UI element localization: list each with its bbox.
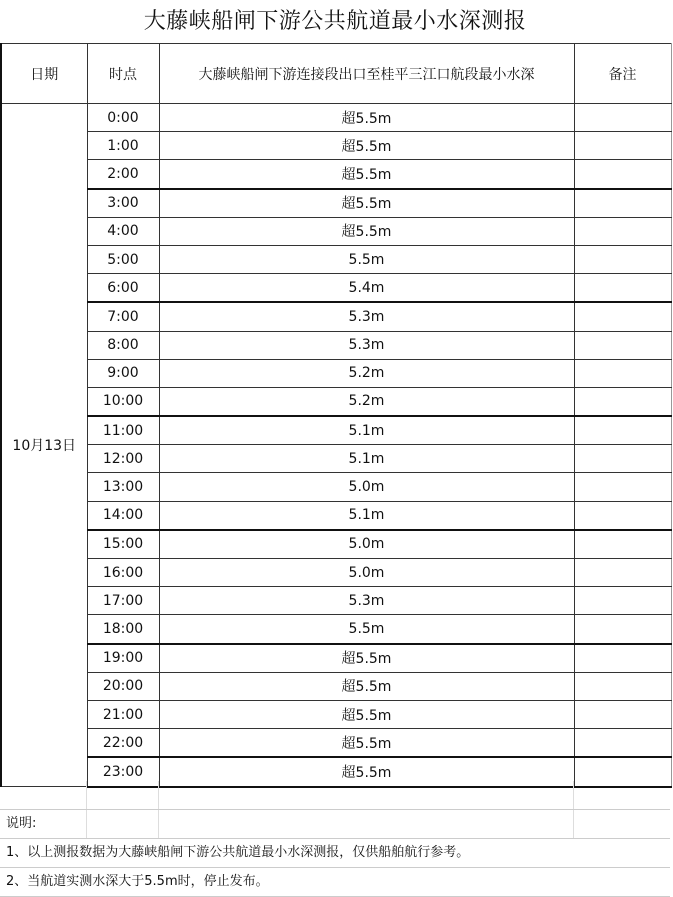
depth-cell: 5.3m	[159, 587, 574, 615]
time-cell: 23:00	[87, 757, 159, 786]
time-cell: 2:00	[87, 160, 159, 189]
remark-cell	[574, 729, 671, 758]
table-row	[1, 217, 671, 245]
table-row	[1, 160, 671, 189]
time-cell: 22:00	[87, 729, 159, 758]
date-cell: 10月13日	[1, 104, 87, 787]
time-cell: 7:00	[87, 302, 159, 331]
depth-cell: 超5.5m	[159, 644, 574, 673]
depth-cell: 5.0m	[159, 473, 574, 501]
grid-line	[573, 810, 574, 838]
remark-cell	[574, 104, 671, 132]
table-row	[1, 700, 671, 728]
depth-cell: 5.4m	[159, 274, 574, 303]
grid-line	[158, 810, 159, 838]
depth-cell: 5.1m	[159, 445, 574, 473]
table-row	[1, 587, 671, 615]
header-depth: 大藤峡船闸下游连接段出口至桂平三江口航段最小水深	[159, 44, 574, 104]
grid-line	[573, 781, 574, 809]
time-cell: 1:00	[87, 132, 159, 160]
table-row	[1, 331, 671, 359]
table-row	[1, 501, 671, 530]
depth-cell: 超5.5m	[159, 189, 574, 218]
time-cell: 18:00	[87, 615, 159, 644]
remark-cell	[574, 245, 671, 273]
table-body	[1, 104, 671, 787]
depth-cell: 5.3m	[159, 331, 574, 359]
remark-cell	[574, 700, 671, 728]
depth-cell: 超5.5m	[159, 729, 574, 758]
remark-cell	[574, 217, 671, 245]
remark-cell	[574, 445, 671, 473]
depth-cell: 5.0m	[159, 559, 574, 587]
notes-section	[0, 781, 670, 897]
remark-cell	[574, 530, 671, 559]
remark-cell	[574, 160, 671, 189]
depth-cell: 超5.5m	[159, 217, 574, 245]
depth-cell: 超5.5m	[159, 672, 574, 700]
table-row	[1, 729, 671, 758]
depth-cell: 5.3m	[159, 302, 574, 331]
table-row	[1, 530, 671, 559]
table-row	[1, 132, 671, 160]
remark-cell	[574, 359, 671, 387]
time-cell: 9:00	[87, 359, 159, 387]
note-row	[0, 868, 670, 897]
time-cell: 16:00	[87, 559, 159, 587]
time-cell: 11:00	[87, 416, 159, 445]
remark-cell	[574, 132, 671, 160]
table-row	[1, 416, 671, 445]
depth-cell: 超5.5m	[159, 132, 574, 160]
notes-label: 说明:	[6, 816, 37, 831]
grid-line	[86, 810, 87, 838]
grid-line	[86, 781, 87, 809]
report-title: 大藤峡船闸下游公共航道最小水深测报	[143, 9, 527, 34]
remark-cell	[574, 644, 671, 673]
table-row	[1, 359, 671, 387]
depth-cell: 超5.5m	[159, 160, 574, 189]
table-row	[1, 274, 671, 303]
remark-cell	[574, 672, 671, 700]
time-cell: 3:00	[87, 189, 159, 218]
table-header-row	[1, 44, 671, 104]
remark-cell	[574, 274, 671, 303]
remark-cell	[574, 559, 671, 587]
depth-cell: 5.1m	[159, 416, 574, 445]
table-row	[1, 189, 671, 218]
time-cell: 8:00	[87, 331, 159, 359]
remark-cell	[574, 501, 671, 530]
depth-cell: 5.5m	[159, 615, 574, 644]
time-cell: 19:00	[87, 644, 159, 673]
time-cell: 14:00	[87, 501, 159, 530]
depth-cell: 超5.5m	[159, 757, 574, 786]
depth-cell: 5.0m	[159, 530, 574, 559]
blank-row	[0, 781, 670, 810]
time-cell: 4:00	[87, 217, 159, 245]
table-row	[1, 559, 671, 587]
remark-cell	[574, 387, 671, 416]
note-row	[0, 839, 670, 868]
depth-cell: 5.2m	[159, 359, 574, 387]
time-cell: 10:00	[87, 387, 159, 416]
header-date: 日期	[1, 44, 87, 104]
time-cell: 5:00	[87, 245, 159, 273]
table-row	[1, 473, 671, 501]
time-cell: 13:00	[87, 473, 159, 501]
table-row	[1, 615, 671, 644]
table-row	[1, 387, 671, 416]
remark-cell	[574, 615, 671, 644]
time-cell: 21:00	[87, 700, 159, 728]
time-cell: 15:00	[87, 530, 159, 559]
depth-cell: 5.5m	[159, 245, 574, 273]
grid-line	[158, 781, 159, 809]
depth-cell: 超5.5m	[159, 700, 574, 728]
remark-cell	[574, 302, 671, 331]
table-row	[1, 302, 671, 331]
header-remark: 备注	[574, 44, 671, 104]
time-cell: 0:00	[87, 104, 159, 132]
header-time: 时点	[87, 44, 159, 104]
remark-cell	[574, 473, 671, 501]
time-cell: 6:00	[87, 274, 159, 303]
table-row	[1, 445, 671, 473]
remark-cell	[574, 331, 671, 359]
depth-cell: 超5.5m	[159, 104, 574, 132]
depth-cell: 5.2m	[159, 387, 574, 416]
time-cell: 20:00	[87, 672, 159, 700]
table-row	[1, 644, 671, 673]
table-row	[1, 672, 671, 700]
remark-cell	[574, 587, 671, 615]
remark-cell	[574, 416, 671, 445]
table-row	[1, 104, 671, 132]
time-cell: 12:00	[87, 445, 159, 473]
depth-report-table	[0, 43, 672, 788]
notes-label-row	[0, 810, 670, 839]
note-item-2: 2、当航道实测水深大于5.5m时，停止发布。	[6, 874, 269, 889]
note-item-1: 1、以上测报数据为大藤峡船闸下游公共航道最小水深测报，仅供船舶航行参考。	[6, 845, 470, 860]
table-row	[1, 245, 671, 273]
time-cell: 17:00	[87, 587, 159, 615]
remark-cell	[574, 189, 671, 218]
depth-cell: 5.1m	[159, 501, 574, 530]
